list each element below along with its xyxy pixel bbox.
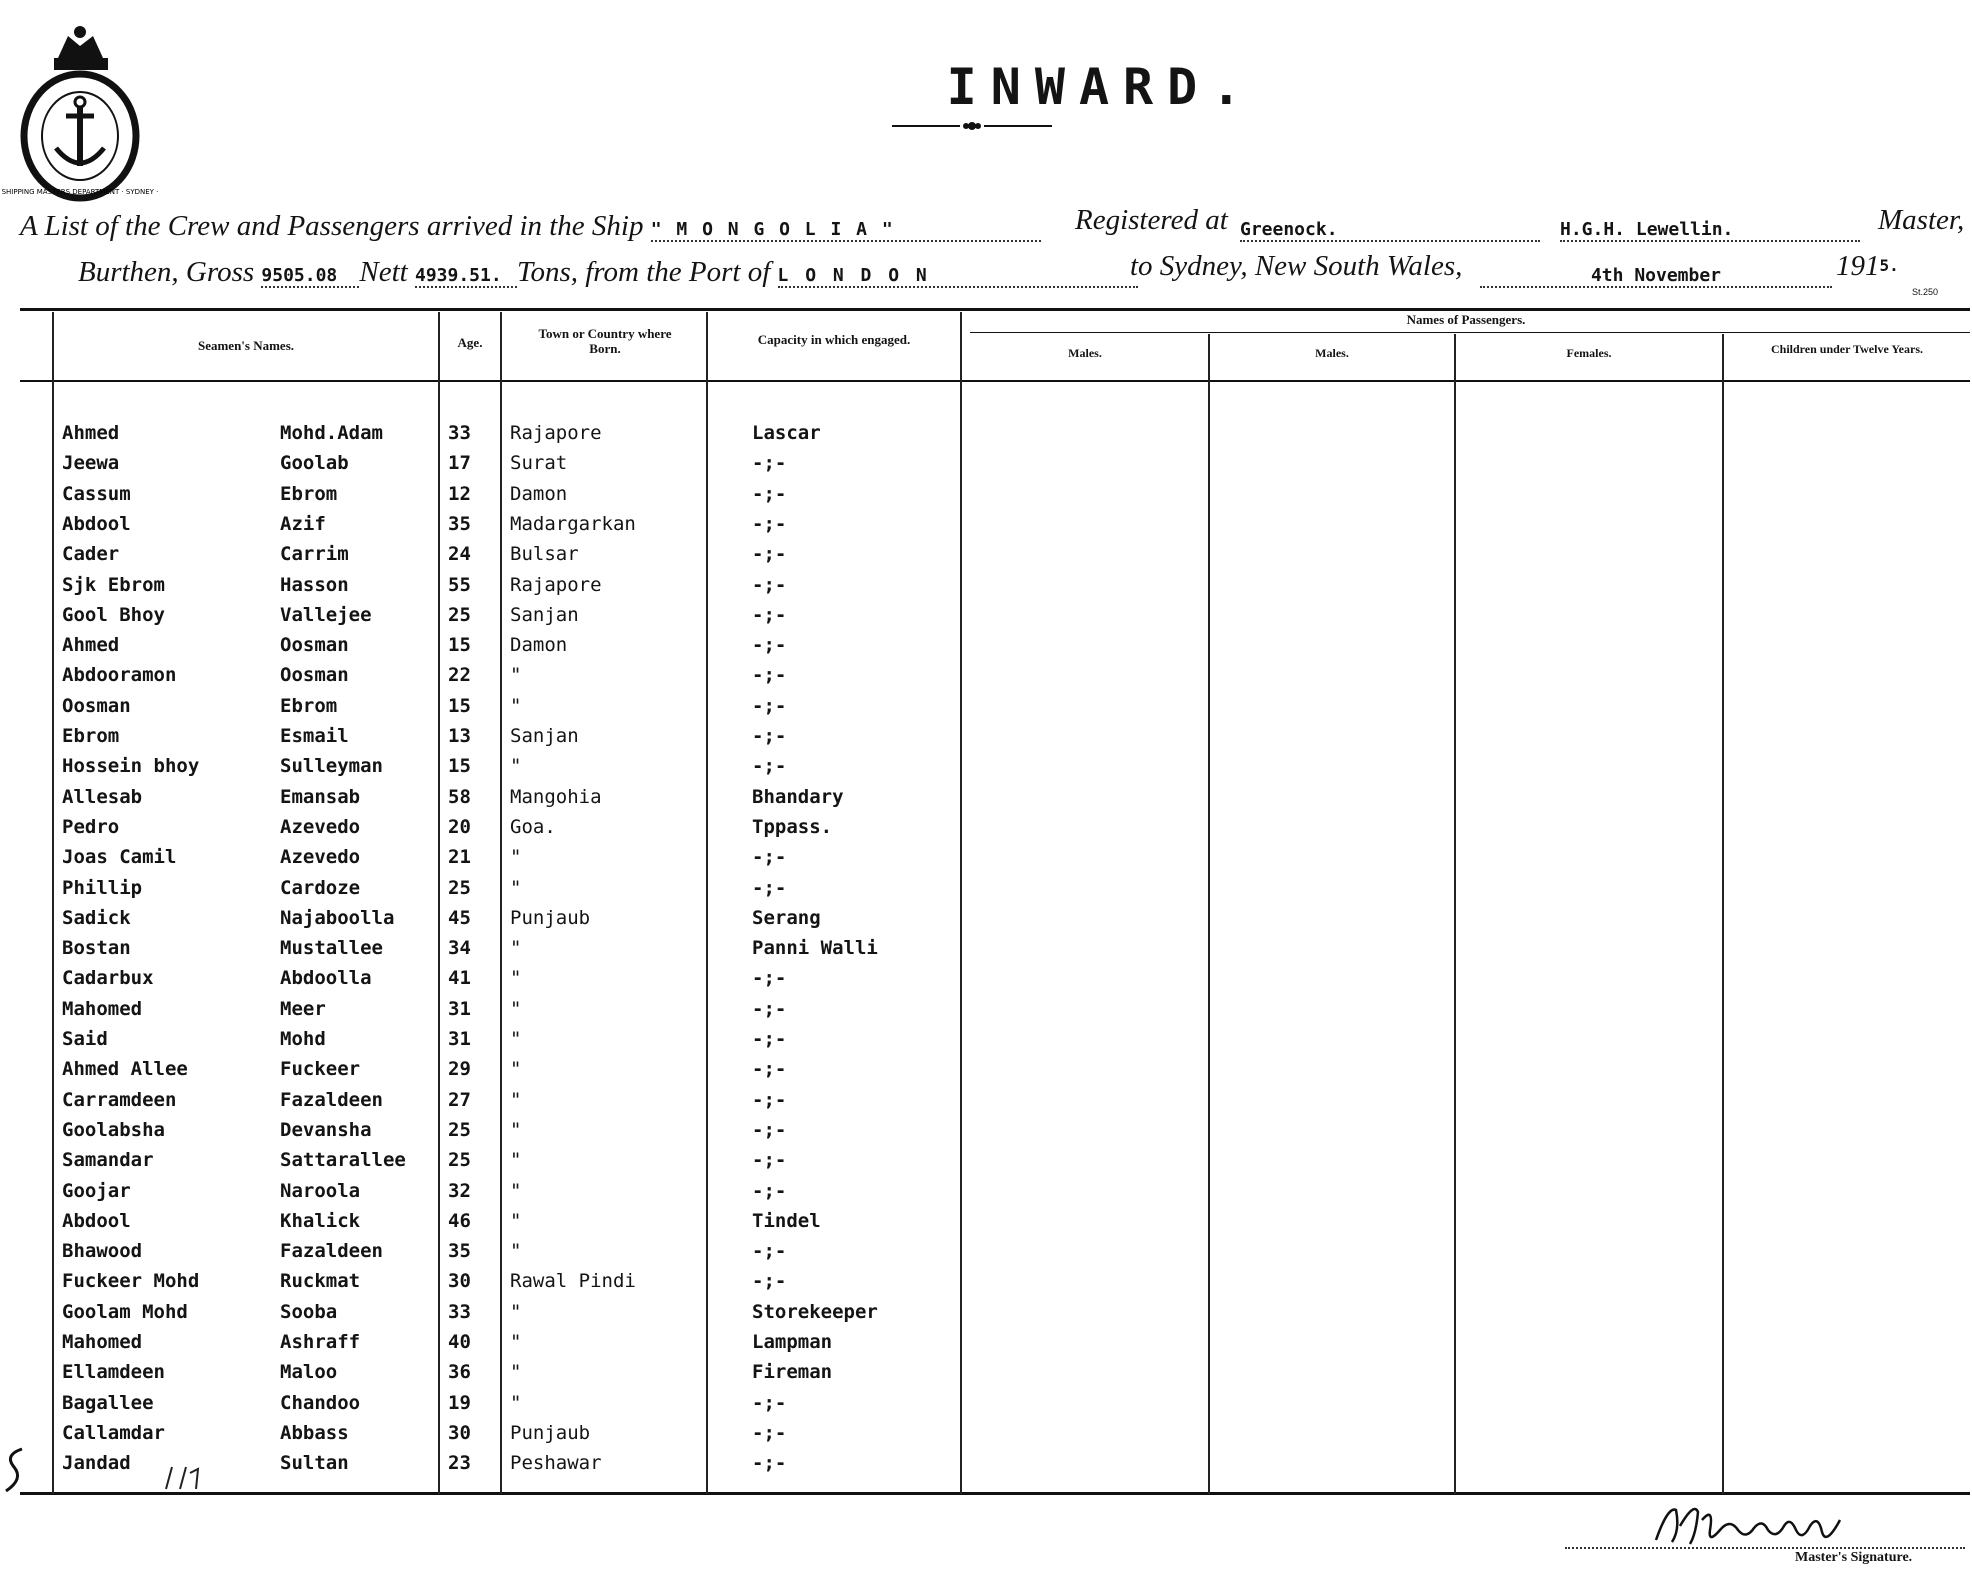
master-name: H.G.H. Lewellin. [1560, 219, 1860, 242]
seaman-last-name: Ebrom [280, 695, 338, 717]
seaman-capacity: -;- [752, 877, 787, 899]
seaman-age: 12 [448, 483, 471, 505]
seaman-last-name: Esmail [280, 725, 349, 747]
crew-row [0, 816, 1972, 846]
seaman-capacity: -;- [752, 543, 787, 565]
from-port: L O N D O N [778, 265, 1138, 288]
seaman-age: 21 [448, 846, 471, 868]
col-capacity: Capacity in which engaged. [757, 332, 911, 347]
seaman-first-name: Pedro [62, 816, 120, 838]
seaman-capacity: Storekeeper [752, 1301, 878, 1323]
header-bottom-rule [20, 380, 1970, 382]
crew-row [0, 695, 1972, 725]
seaman-first-name: Bostan [62, 937, 131, 959]
seaman-first-name: Hossein bhoy [62, 755, 200, 777]
year-prefix: 191 [1836, 250, 1880, 282]
seaman-first-name: Allesab [62, 786, 143, 808]
seaman-capacity: Tppass. [752, 816, 833, 838]
seaman-last-name: Meer [280, 998, 326, 1020]
form-code: St.250 [1912, 287, 1939, 297]
registered-label: Registered at [1075, 204, 1228, 236]
seaman-capacity: -;- [752, 1392, 787, 1414]
seaman-age: 46 [448, 1210, 471, 1232]
seaman-birthplace: " [510, 1028, 522, 1050]
crew-row [0, 1149, 1972, 1179]
seaman-last-name: Fuckeer [280, 1058, 361, 1080]
seaman-birthplace: " [510, 695, 522, 717]
col-seamen-names: Seamen's Names. [197, 338, 295, 353]
seaman-birthplace: Rajapore [510, 422, 602, 444]
seaman-birthplace: " [510, 1180, 522, 1202]
seaman-birthplace: " [510, 1149, 522, 1171]
seaman-birthplace: " [510, 998, 522, 1020]
seaman-first-name: Abdooramon [62, 664, 177, 686]
seaman-first-name: Cassum [62, 483, 131, 505]
seaman-age: 58 [448, 786, 471, 808]
seaman-first-name: Gool Bhoy [62, 604, 165, 626]
seaman-first-name: Cadarbux [62, 967, 154, 989]
seaman-birthplace: Madargarkan [510, 513, 636, 535]
seaman-capacity: Fireman [752, 1361, 833, 1383]
col-males-1: Males. [1068, 346, 1102, 360]
seaman-last-name: Mohd [280, 1028, 326, 1050]
seaman-first-name: Ellamdeen [62, 1361, 165, 1383]
crew-row [0, 543, 1972, 573]
seaman-capacity: -;- [752, 452, 787, 474]
burthen-label: Burthen, Gross [78, 256, 255, 288]
seaman-birthplace: Rawal Pindi [510, 1270, 636, 1292]
seaman-first-name: Oosman [62, 695, 131, 717]
seaman-last-name: Ebrom [280, 483, 338, 505]
crew-row [0, 1331, 1972, 1361]
crew-row [0, 574, 1972, 604]
seaman-last-name: Chandoo [280, 1392, 361, 1414]
seaman-birthplace: " [510, 967, 522, 989]
seaman-first-name: Ebrom [62, 725, 120, 747]
master-signature-icon [1650, 1500, 1850, 1548]
seaman-birthplace: Damon [510, 634, 568, 656]
seaman-age: 27 [448, 1089, 471, 1111]
seal-text: SHIPPING MASTERS DEPARTMENT · SYDNEY · [1, 188, 159, 196]
crew-row [0, 1089, 1972, 1119]
seaman-age: 31 [448, 1028, 471, 1050]
seaman-capacity: Lascar [752, 422, 821, 444]
crew-row [0, 634, 1972, 664]
seaman-capacity: -;- [752, 998, 787, 1020]
seaman-age: 17 [448, 452, 471, 474]
seaman-birthplace: " [510, 1331, 522, 1353]
seaman-capacity: -;- [752, 1089, 787, 1111]
crew-row [0, 1301, 1972, 1331]
seaman-age: 13 [448, 725, 471, 747]
seaman-first-name: Bhawood [62, 1240, 143, 1262]
crew-row [0, 1210, 1972, 1240]
seaman-first-name: Sjk Ebrom [62, 574, 165, 596]
margin-tick-mark-icon [0, 1445, 30, 1495]
seaman-last-name: Sulleyman [280, 755, 383, 777]
seaman-last-name: Fazaldeen [280, 1240, 383, 1262]
crew-row [0, 604, 1972, 634]
seaman-birthplace: " [510, 877, 522, 899]
seaman-first-name: Ahmed Allee [62, 1058, 188, 1080]
seaman-age: 23 [448, 1452, 471, 1474]
seaman-birthplace: " [510, 1089, 522, 1111]
crew-row [0, 846, 1972, 876]
crew-row [0, 1240, 1972, 1270]
seaman-birthplace: " [510, 755, 522, 777]
crew-row [0, 1422, 1972, 1452]
seaman-first-name: Samandar [62, 1149, 154, 1171]
seaman-capacity: Lampman [752, 1331, 833, 1353]
crew-row [0, 1270, 1972, 1300]
seaman-first-name: Bagallee [62, 1392, 154, 1414]
seaman-last-name: Abdoolla [280, 967, 372, 989]
seaman-age: 32 [448, 1180, 471, 1202]
seaman-age: 25 [448, 604, 471, 626]
year-suffix: 5. [1879, 256, 1899, 275]
crew-row [0, 1058, 1972, 1088]
seaman-age: 25 [448, 1149, 471, 1171]
crew-row [0, 1361, 1972, 1391]
seaman-last-name: Hasson [280, 574, 349, 596]
seaman-birthplace: " [510, 1301, 522, 1323]
seaman-first-name: Goolam Mohd [62, 1301, 188, 1323]
seaman-last-name: Azevedo [280, 816, 361, 838]
crew-row [0, 1028, 1972, 1058]
crew-row [0, 907, 1972, 937]
passengers-subrule [970, 332, 1970, 333]
seaman-first-name: Carramdeen [62, 1089, 177, 1111]
seaman-capacity: -;- [752, 1119, 787, 1141]
crew-row [0, 1452, 1972, 1482]
crew-row [0, 967, 1972, 997]
seaman-capacity: -;- [752, 574, 787, 596]
crew-row [0, 937, 1972, 967]
gross-tons: 9505.08 [261, 265, 359, 288]
seaman-last-name: Najaboolla [280, 907, 395, 929]
seaman-capacity: -;- [752, 695, 787, 717]
seaman-capacity: -;- [752, 1270, 787, 1292]
master-label: Master, [1878, 204, 1965, 236]
seaman-age: 22 [448, 664, 471, 686]
crew-row [0, 755, 1972, 785]
seaman-age: 20 [448, 816, 471, 838]
seaman-capacity: -;- [752, 1240, 787, 1262]
seaman-capacity: -;- [752, 725, 787, 747]
seaman-first-name: Ahmed [62, 634, 120, 656]
seaman-birthplace: Sanjan [510, 604, 579, 626]
seaman-first-name: Mahomed [62, 1331, 143, 1353]
seaman-last-name: Cardoze [280, 877, 361, 899]
seaman-capacity: -;- [752, 1028, 787, 1050]
seaman-first-name: Phillip [62, 877, 143, 899]
seaman-birthplace: " [510, 1240, 522, 1262]
arrival-date: 4th November [1480, 265, 1832, 288]
seaman-capacity: -;- [752, 967, 787, 989]
col-passengers: Names of Passengers. [1406, 312, 1526, 327]
crew-row [0, 422, 1972, 452]
crew-row [0, 452, 1972, 482]
col-age: Age. [457, 335, 483, 350]
seaman-first-name: Fuckeer Mohd [62, 1270, 200, 1292]
header-prefix: A List of the Crew and Passengers arrived in the Ship [20, 210, 644, 242]
seaman-age: 30 [448, 1270, 471, 1292]
seaman-birthplace: Mangohia [510, 786, 602, 808]
seaman-birthplace: Goa. [510, 816, 556, 838]
crew-row [0, 877, 1972, 907]
seaman-last-name: Devansha [280, 1119, 372, 1141]
col-children: Children under Twelve Years. [1770, 342, 1923, 356]
seaman-capacity: Tindel [752, 1210, 821, 1232]
seaman-age: 31 [448, 998, 471, 1020]
seaman-age: 25 [448, 1119, 471, 1141]
seaman-age: 15 [448, 755, 471, 777]
signature-label: Master's Signature. [1795, 1550, 1913, 1565]
seaman-age: 30 [448, 1422, 471, 1444]
seaman-first-name: Said [62, 1028, 108, 1050]
seaman-age: 41 [448, 967, 471, 989]
seaman-first-name: Jeewa [62, 452, 120, 474]
seaman-first-name: Sadick [62, 907, 131, 929]
to-label: to Sydney, New South Wales, [1130, 250, 1463, 282]
seaman-capacity: -;- [752, 1422, 787, 1444]
seaman-first-name: Goolabsha [62, 1119, 165, 1141]
seaman-age: 15 [448, 634, 471, 656]
seaman-age: 33 [448, 1301, 471, 1323]
seaman-last-name: Khalick [280, 1210, 361, 1232]
seaman-age: 25 [448, 877, 471, 899]
seaman-last-name: Sattarallee [280, 1149, 406, 1171]
seaman-last-name: Fazaldeen [280, 1089, 383, 1111]
seaman-birthplace: " [510, 1210, 522, 1232]
seaman-capacity: -;- [752, 846, 787, 868]
seaman-capacity: Serang [752, 907, 821, 929]
seaman-first-name: Joas Camil [62, 846, 177, 868]
seaman-birthplace: " [510, 664, 522, 686]
seaman-age: 55 [448, 574, 471, 596]
seaman-birthplace: " [510, 1119, 522, 1141]
seaman-last-name: Carrim [280, 543, 349, 565]
seaman-capacity: -;- [752, 483, 787, 505]
seaman-first-name: Goojar [62, 1180, 131, 1202]
seaman-last-name: Sultan [280, 1452, 349, 1474]
seaman-last-name: Oosman [280, 634, 349, 656]
crew-row [0, 786, 1972, 816]
seaman-first-name: Abdool [62, 1210, 131, 1232]
table-bottom-rule [20, 1492, 1970, 1495]
seaman-first-name: Abdool [62, 513, 131, 535]
handwritten-tally-icon [160, 1463, 208, 1493]
seaman-birthplace: Rajapore [510, 574, 602, 596]
seaman-capacity: -;- [752, 1058, 787, 1080]
seaman-birthplace: Surat [510, 452, 568, 474]
seaman-birthplace: Damon [510, 483, 568, 505]
seaman-age: 36 [448, 1361, 471, 1383]
tons-label: Tons, from the Port of [517, 256, 771, 288]
seaman-birthplace: " [510, 937, 522, 959]
seaman-last-name: Mustallee [280, 937, 383, 959]
seaman-last-name: Maloo [280, 1361, 338, 1383]
nett-tons: 4939.51. [415, 265, 517, 288]
seaman-birthplace: Sanjan [510, 725, 579, 747]
seaman-age: 34 [448, 937, 471, 959]
seaman-capacity: -;- [752, 513, 787, 535]
seaman-last-name: Mohd.Adam [280, 422, 383, 444]
seaman-birthplace: Punjaub [510, 907, 591, 929]
seaman-last-name: Sooba [280, 1301, 338, 1323]
seaman-age: 45 [448, 907, 471, 929]
col-town: Town or Country where Born. [538, 326, 672, 356]
header-line-1 [20, 210, 1041, 243]
registered-port: Greenock. [1240, 219, 1540, 242]
seaman-last-name: Naroola [280, 1180, 361, 1202]
seaman-birthplace: Peshawar [510, 1452, 602, 1474]
seaman-last-name: Ashraff [280, 1331, 361, 1353]
seaman-first-name: Cader [62, 543, 120, 565]
seaman-birthplace: " [510, 1058, 522, 1080]
seaman-last-name: Azif [280, 513, 326, 535]
seaman-birthplace: Punjaub [510, 1422, 591, 1444]
seaman-capacity: -;- [752, 634, 787, 656]
nett-label: Nett [359, 256, 408, 288]
seaman-last-name: Azevedo [280, 846, 361, 868]
seaman-birthplace: Bulsar [510, 543, 579, 565]
seaman-age: 24 [448, 543, 471, 565]
page-title: INWARD. [946, 58, 1256, 116]
title-ornament-icon [892, 118, 1052, 134]
seaman-age: 33 [448, 422, 471, 444]
seaman-capacity: Panni Walli [752, 937, 878, 959]
seaman-last-name: Goolab [280, 452, 349, 474]
seaman-first-name: Mahomed [62, 998, 143, 1020]
seaman-age: 15 [448, 695, 471, 717]
seaman-capacity: -;- [752, 604, 787, 626]
crew-row [0, 1180, 1972, 1210]
seaman-capacity: -;- [752, 664, 787, 686]
seaman-birthplace: " [510, 1361, 522, 1383]
seaman-birthplace: " [510, 846, 522, 868]
seaman-last-name: Oosman [280, 664, 349, 686]
crew-row [0, 513, 1972, 543]
seaman-age: 40 [448, 1331, 471, 1353]
seaman-first-name: Callamdar [62, 1422, 165, 1444]
col-males-2: Males. [1315, 346, 1349, 360]
seaman-age: 35 [448, 513, 471, 535]
seaman-last-name: Vallejee [280, 604, 372, 626]
seaman-age: 29 [448, 1058, 471, 1080]
ship-name: " M O N G O L I A " [651, 219, 1041, 242]
seaman-last-name: Emansab [280, 786, 361, 808]
seaman-capacity: -;- [752, 755, 787, 777]
seaman-capacity: -;- [752, 1180, 787, 1202]
seaman-age: 35 [448, 1240, 471, 1262]
seaman-capacity: Bhandary [752, 786, 844, 808]
seaman-first-name: Jandad [62, 1452, 131, 1474]
crew-row [0, 725, 1972, 755]
seaman-last-name: Ruckmat [280, 1270, 361, 1292]
seaman-capacity: -;- [752, 1149, 787, 1171]
crew-row [0, 1119, 1972, 1149]
seaman-first-name: Ahmed [62, 422, 120, 444]
seaman-birthplace: " [510, 1392, 522, 1414]
seaman-last-name: Abbass [280, 1422, 349, 1444]
crew-row [0, 664, 1972, 694]
seaman-capacity: -;- [752, 1452, 787, 1474]
crew-row [0, 483, 1972, 513]
crew-row [0, 1392, 1972, 1422]
crew-row [0, 998, 1972, 1028]
table-top-rule [20, 308, 1970, 311]
col-females: Females. [1566, 346, 1612, 360]
header-line-2 [78, 256, 1138, 289]
seaman-age: 19 [448, 1392, 471, 1414]
signature-line [1565, 1547, 1965, 1549]
